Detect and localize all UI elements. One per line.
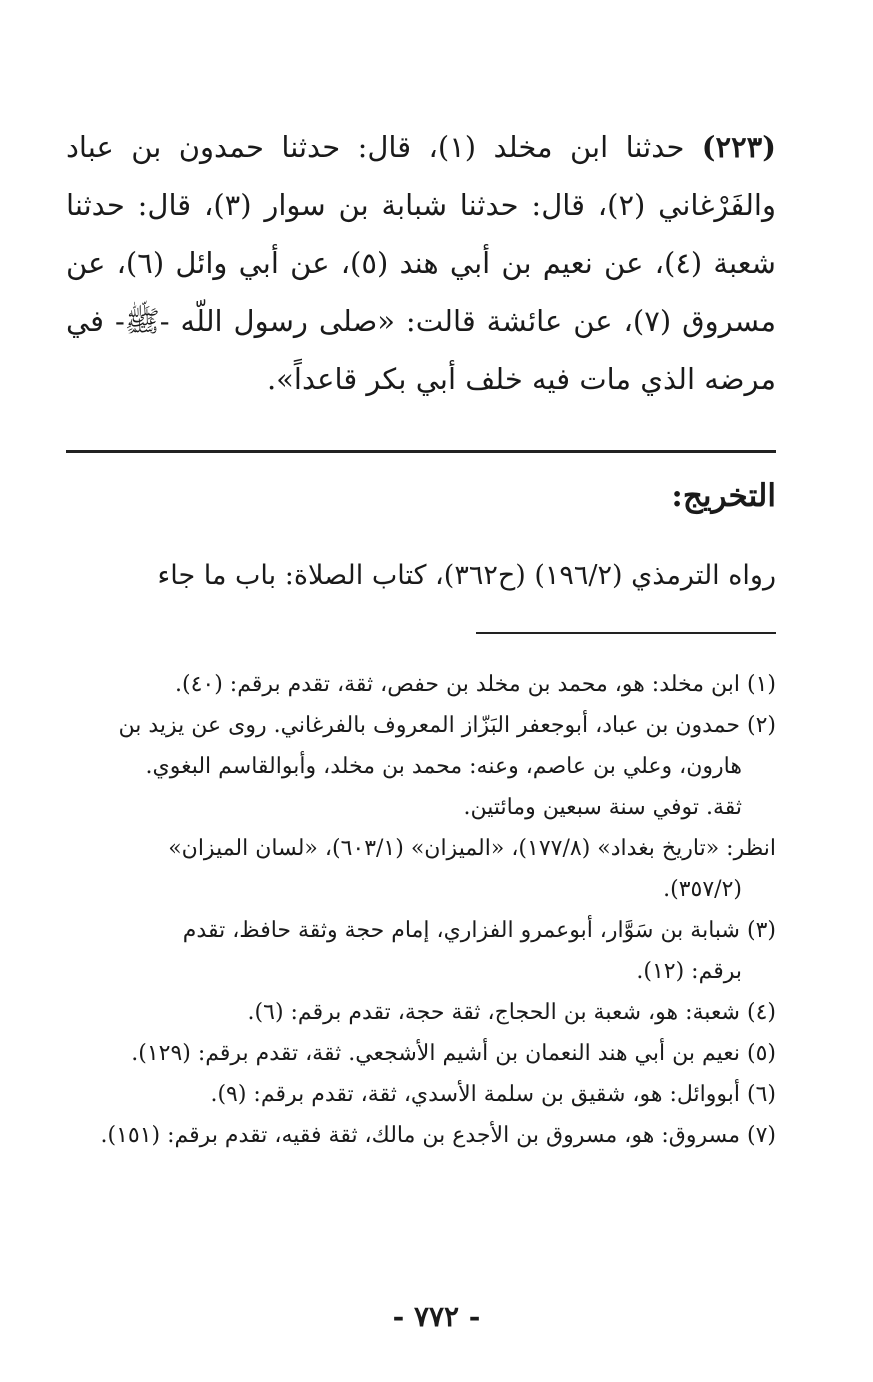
footnote-5: [66, 1033, 776, 1074]
hadith-body: حدثنا ابن مخلد (١)، قال: حدثنا حمدون بن عباد والفَرْغاني (٢)، قال: حدثنا شبابة بن سوار (٣)، قال: حدثنا شعبة (٤)، عن نعيم بن أبي هند (٥)، عن أبي وائل (٦)، عن مسروق (٧)، عن عائشة قالت: «صلى رسول اللّه -ﷺ- في مرضه الذي مات فيه خلف أبي بكر قاعداً».: [66, 130, 776, 396]
footnote-7: [66, 1115, 776, 1156]
footnote-line: برقم: (١٢).: [636, 959, 742, 984]
takhrij-heading: التخريج:: [671, 478, 776, 514]
footnote-line: انظر: «تاريخ بغداد» (١٧٧/٨)، «الميزان» (٦٠٣/١)، «لسان الميزان»: [168, 836, 776, 861]
footnote-1: [66, 664, 776, 705]
main-divider: [66, 450, 776, 453]
footnote-line: هارون، وعلي بن عاصم، وعنه: محمد بن مخلد، وأبوالقاسم البغوي.: [145, 754, 742, 779]
footnote-line: (٤) شعبة: هو، شعبة بن الحجاج، ثقة حجة، تقدم برقم: (٦).: [247, 1000, 776, 1025]
footnote-4: [66, 992, 776, 1033]
footnote-line: (٥) نعيم بن أبي هند النعمان بن أشيم الأشجعي. ثقة، تقدم برقم: (١٢٩).: [131, 1041, 776, 1066]
footnote-6: [66, 1074, 776, 1115]
footnote-line: (٦) أبووائل: هو، شقيق بن سلمة الأسدي، ثقة، تقدم برقم: (٩).: [210, 1082, 776, 1107]
footnote-2: [66, 705, 776, 910]
takhrij-text: رواه الترمذي (١٩٦/٢) (ح٣٦٢)، كتاب الصلاة: باب ما جاء: [157, 560, 776, 591]
footnote-divider: [476, 632, 776, 634]
hadith-text: [66, 118, 776, 408]
page-number: - ٧٧٢ -: [392, 1300, 481, 1333]
hadith-number: (٢٢٣): [701, 130, 776, 164]
footnote-line: (٢) حمدون بن عباد، أبوجعفر البَزّاز المعروف بالفرغاني. روى عن يزيد بن: [118, 713, 776, 738]
footnote-line: (١) ابن مخلد: هو، محمد بن مخلد بن حفص، ثقة، تقدم برقم: (٤٠).: [175, 672, 776, 697]
footnotes: [66, 664, 776, 1156]
footnote-line: (٣٥٧/٢).: [663, 877, 742, 902]
footnote-line: ثقة. توفي سنة سبعين ومائتين.: [463, 795, 742, 820]
footnote-line: (٧) مسروق: هو، مسروق بن الأجدع بن مالك، ثقة فقيه، تقدم برقم: (١٥١).: [100, 1123, 776, 1148]
footnote-3: [66, 910, 776, 992]
footnote-line: (٣) شبابة بن سَوَّار، أبوعمرو الفزاري، إمام حجة وثقة حافظ، تقدم: [182, 918, 776, 943]
